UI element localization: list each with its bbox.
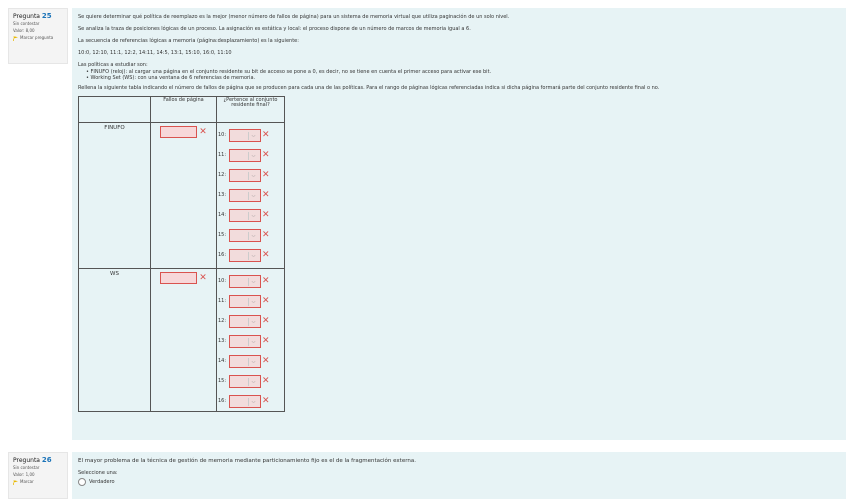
chevron-down-icon: ⌵ [248,278,258,286]
sequence: 10:0, 12:10, 11:1, 12:2, 14:11, 14:5, 13:1, 15:10, 16:0, 11:10 [78,50,232,56]
page-row [218,331,284,351]
resident-select[interactable] [229,275,261,288]
incorrect-icon: ✕ [262,275,270,286]
incorrect-icon: ✕ [262,129,270,140]
col-faults: Fallos de página [151,97,217,123]
page-label: 12: [218,318,227,324]
question-value: Valor: 8,00 [13,28,35,33]
resident-select[interactable] [229,375,261,388]
question-content [72,452,846,499]
page-row [218,351,284,371]
col-resident: ¿Pertence al conjunto residente final? [217,97,285,123]
question-status: Sin contestar [13,465,40,470]
page-label: 16: [218,252,227,258]
page-label: 11: [218,298,227,304]
incorrect-icon: ✕ [199,272,207,283]
resident-select[interactable] [229,335,261,348]
question-info [8,8,68,64]
page-label: 13: [218,192,227,198]
chevron-down-icon: ⌵ [248,252,258,260]
incorrect-icon: ✕ [262,335,270,346]
question-trace: Se analiza la traza de posiciones lógicas de un proceso. La asignación es estática y local: el proceso dispone de un número de marcos de memoria igual a 6. [78,26,471,32]
page-row [218,145,284,165]
incorrect-icon: ✕ [262,149,270,160]
faults-input-ws[interactable] [160,272,197,284]
flag-question-link[interactable]: Marcar [13,479,63,485]
resident-select[interactable] [229,355,261,368]
incorrect-icon: ✕ [262,355,270,366]
chevron-down-icon: ⌵ [248,398,258,406]
page-label: 16: [218,398,227,404]
page-label: 10: [218,132,227,138]
question-status: Sin contestar [13,21,40,26]
faults-input-finufo[interactable] [160,126,197,138]
policy-item: • Working Set (WS): con una ventana de 6 referencias de memoria. [86,75,840,81]
policies-label: Las políticas a estudiar son: [78,62,148,68]
resident-select[interactable] [229,169,261,182]
option-true[interactable]: Verdadero [78,478,840,486]
incorrect-icon: ✕ [262,189,270,200]
resident-select[interactable] [229,189,261,202]
incorrect-icon: ✕ [262,169,270,180]
incorrect-icon: ✕ [262,375,270,386]
flag-question-link[interactable]: Marcar pregunta [13,35,63,41]
question-intro: Se quiere determinar qué política de reemplazo es la mejor (menor número de fallos de página) para un sistema de memoria virtual que utiliza paginación de un solo nivel. [78,14,510,20]
incorrect-icon: ✕ [262,209,270,220]
page-label: 11: [218,152,227,158]
question-content [72,8,846,440]
policy-finufo: FINUFO [79,123,151,269]
policies-list [86,69,840,81]
page-label: 13: [218,338,227,344]
select-label: Seleccione una: [78,470,118,476]
page-row [218,225,284,245]
page-label: 12: [218,172,227,178]
chevron-down-icon: ⌵ [248,172,258,180]
resident-select[interactable] [229,209,261,222]
resident-select[interactable] [229,315,261,328]
flag-icon [13,480,18,485]
chevron-down-icon: ⌵ [248,298,258,306]
incorrect-icon: ✕ [199,126,207,137]
incorrect-icon: ✕ [262,249,270,260]
policy-item: • FINUFO (reloj): al cargar una página en el conjunto residente su bit de acceso se pone a 0, es decir, no se tiene en cuenta el primer acceso para activar ese bit. [86,69,840,75]
page-label: 14: [218,358,227,364]
sequence-label: La secuencia de referencias lógicas a memoria (página:desplazamiento) es la siguiente: [78,38,299,44]
page-label: 15: [218,232,227,238]
question-statement: El mayor problema de la técnica de gestión de memoria mediante particionamiento fijo es el de la fragmentación externa. [78,458,416,464]
page-row [218,371,284,391]
chevron-down-icon: ⌵ [248,212,258,220]
page-label: 14: [218,212,227,218]
instructions: Rellena la siguiente tabla indicando el número de fallos de página que se producen para cada una de las políticas. Para el rango de páginas lógicas referenciadas indica si dicha página formará parte del conjunto residente final o no. [78,85,660,91]
answer-table [78,96,285,412]
chevron-down-icon: ⌵ [248,358,258,366]
question-number: Pregunta 25 [13,12,52,20]
policy-ws: WS [79,269,151,412]
question-value: Valor: 1,00 [13,472,35,477]
page-row [218,245,284,265]
page-row [218,205,284,225]
page-row [218,391,284,411]
resident-pages-finufo [217,123,285,269]
resident-select[interactable] [229,249,261,262]
page-row [218,165,284,185]
flag-icon [13,36,18,41]
page-row [218,185,284,205]
chevron-down-icon: ⌵ [248,192,258,200]
incorrect-icon: ✕ [262,295,270,306]
chevron-down-icon: ⌵ [248,338,258,346]
page-label: 10: [218,278,227,284]
resident-select[interactable] [229,395,261,408]
resident-pages-ws [217,269,285,412]
page-row [218,291,284,311]
radio-icon[interactable] [78,478,86,486]
page-row [218,311,284,331]
resident-select[interactable] [229,129,261,142]
chevron-down-icon: ⌵ [248,378,258,386]
resident-select[interactable] [229,149,261,162]
page-row [218,271,284,291]
incorrect-icon: ✕ [262,229,270,240]
page-label: 15: [218,378,227,384]
chevron-down-icon: ⌵ [248,152,258,160]
chevron-down-icon: ⌵ [248,132,258,140]
incorrect-icon: ✕ [262,315,270,326]
resident-select[interactable] [229,229,261,242]
question-info [8,452,68,499]
resident-select[interactable] [229,295,261,308]
incorrect-icon: ✕ [262,395,270,406]
chevron-down-icon: ⌵ [248,232,258,240]
question-number: Pregunta 26 [13,456,52,464]
page-row [218,125,284,145]
chevron-down-icon: ⌵ [248,318,258,326]
